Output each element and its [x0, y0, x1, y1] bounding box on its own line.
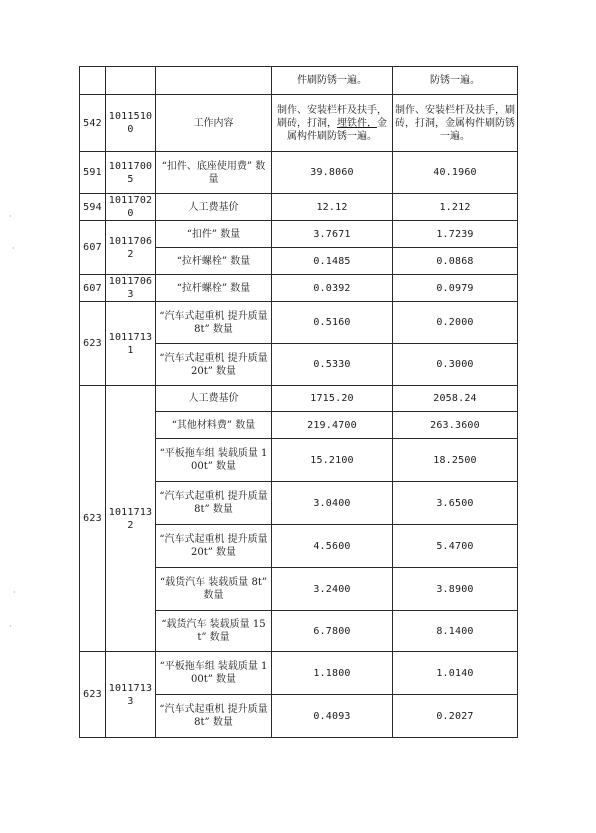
page-no-cell: 623: [80, 652, 106, 738]
original-cell: 1.1800: [272, 652, 393, 695]
corrected-cell: 1.7239: [393, 221, 518, 248]
item-cell: [156, 67, 272, 95]
item-cell: “汽车式起重机 提升质量 20t” 数量: [156, 344, 272, 386]
item-cell: “拉杆螺栓” 数量: [156, 248, 272, 275]
original-cell: 0.5160: [272, 302, 393, 344]
table-row: [80, 386, 518, 412]
item-cell: “扣件” 数量: [156, 221, 272, 248]
table-row: [80, 194, 518, 221]
corrected-cell: 1.0140: [393, 652, 518, 695]
corrected-cell: 0.3000: [393, 344, 518, 386]
corrected-cell: 0.2000: [393, 302, 518, 344]
scan-speck: ·: [12, 244, 15, 253]
table-row: [80, 67, 518, 95]
page-no-cell: 591: [80, 152, 106, 194]
code-cell: 10117133: [106, 652, 156, 738]
underlined-text: 埋铁件，: [337, 117, 377, 129]
original-cell: 4.5600: [272, 525, 393, 568]
original-cell: 1715.20: [272, 386, 393, 412]
item-cell: “拉杆螺栓” 数量: [156, 275, 272, 302]
original-cell: 3.7671: [272, 221, 393, 248]
code-cell: 10117020: [106, 194, 156, 221]
code-cell: 10117063: [106, 275, 156, 302]
item-cell: “载货汽车 装载质量 8t” 数量: [156, 568, 272, 611]
corrected-cell: 2058.24: [393, 386, 518, 412]
scan-speck: ·: [9, 622, 12, 631]
original-cell: 0.5330: [272, 344, 393, 386]
item-cell: “汽车式起重机 提升质量 8t” 数量: [156, 482, 272, 525]
original-cell: 0.1485: [272, 248, 393, 275]
corrected-cell: 5.4700: [393, 525, 518, 568]
page-no-cell: 607: [80, 221, 106, 275]
corrected-cell: 0.2027: [393, 695, 518, 738]
page-no-cell: 594: [80, 194, 106, 221]
page-no-cell: 623: [80, 302, 106, 386]
code-cell: 10117062: [106, 221, 156, 275]
page-no-cell: [80, 67, 106, 95]
corrected-cell: 1.212: [393, 194, 518, 221]
original-cell: 3.0400: [272, 482, 393, 525]
original-cell: 219.4700: [272, 412, 393, 439]
table-row: [80, 652, 518, 695]
corrected-cell: 制作、安装栏杆及扶手，刷砖，打洞，金属构件刷防锈一遍。: [393, 95, 518, 152]
scan-speck: ·: [13, 588, 16, 597]
item-cell: “扣件、底座使用费” 数量: [156, 152, 272, 194]
corrected-cell: 40.1960: [393, 152, 518, 194]
corrected-cell: 263.3600: [393, 412, 518, 439]
code-cell: 10115100: [106, 95, 156, 152]
table-row: [80, 95, 518, 152]
item-cell: 人工费基价: [156, 194, 272, 221]
item-cell: “平板拖车组 装载质量 100t” 数量: [156, 652, 272, 695]
original-cell: 12.12: [272, 194, 393, 221]
code-cell: 10117132: [106, 386, 156, 652]
code-cell: 10117131: [106, 302, 156, 386]
original-cell: 3.2400: [272, 568, 393, 611]
original-cell: 39.8060: [272, 152, 393, 194]
page-no-cell: 542: [80, 95, 106, 152]
corrected-cell: 18.2500: [393, 439, 518, 482]
original-cell: [272, 95, 393, 152]
code-cell: 10117005: [106, 152, 156, 194]
original-cell: 15.2100: [272, 439, 393, 482]
item-cell: “平板拖车组 装载质量 100t” 数量: [156, 439, 272, 482]
page-no-cell: 607: [80, 275, 106, 302]
item-cell: 工作内容: [156, 95, 272, 152]
corrected-cell: 0.0868: [393, 248, 518, 275]
scan-speck: ·: [9, 212, 12, 221]
original-cell: 0.4093: [272, 695, 393, 738]
table-row: [80, 221, 518, 248]
table-row: [80, 152, 518, 194]
corrected-cell: 8.1400: [393, 611, 518, 652]
errata-table: [79, 66, 518, 738]
item-cell: “汽车式起重机 提升质量 8t” 数量: [156, 695, 272, 738]
original-cell: 6.7800: [272, 611, 393, 652]
page-no-cell: 623: [80, 386, 106, 652]
corrected-cell: 防锈一遍。: [393, 67, 518, 95]
corrected-cell: 3.8900: [393, 568, 518, 611]
original-cell: 0.0392: [272, 275, 393, 302]
original-text: 金属构件刷防锈一遍。: [287, 117, 387, 142]
item-cell: “其他材料费” 数量: [156, 412, 272, 439]
original-cell: 件刷防锈一遍。: [272, 67, 393, 95]
code-cell: [106, 67, 156, 95]
item-cell: “汽车式起重机 提升质量 8t” 数量: [156, 302, 272, 344]
original-text: 制作、安装栏杆及扶手，刷砖，打洞，: [277, 104, 387, 129]
corrected-cell: 3.6500: [393, 482, 518, 525]
item-cell: 人工费基价: [156, 386, 272, 412]
table-row: [80, 302, 518, 344]
item-cell: “载货汽车 装载质量 15t” 数量: [156, 611, 272, 652]
table-row: [80, 275, 518, 302]
item-cell: “汽车式起重机 提升质量 20t” 数量: [156, 525, 272, 568]
corrected-cell: 0.0979: [393, 275, 518, 302]
